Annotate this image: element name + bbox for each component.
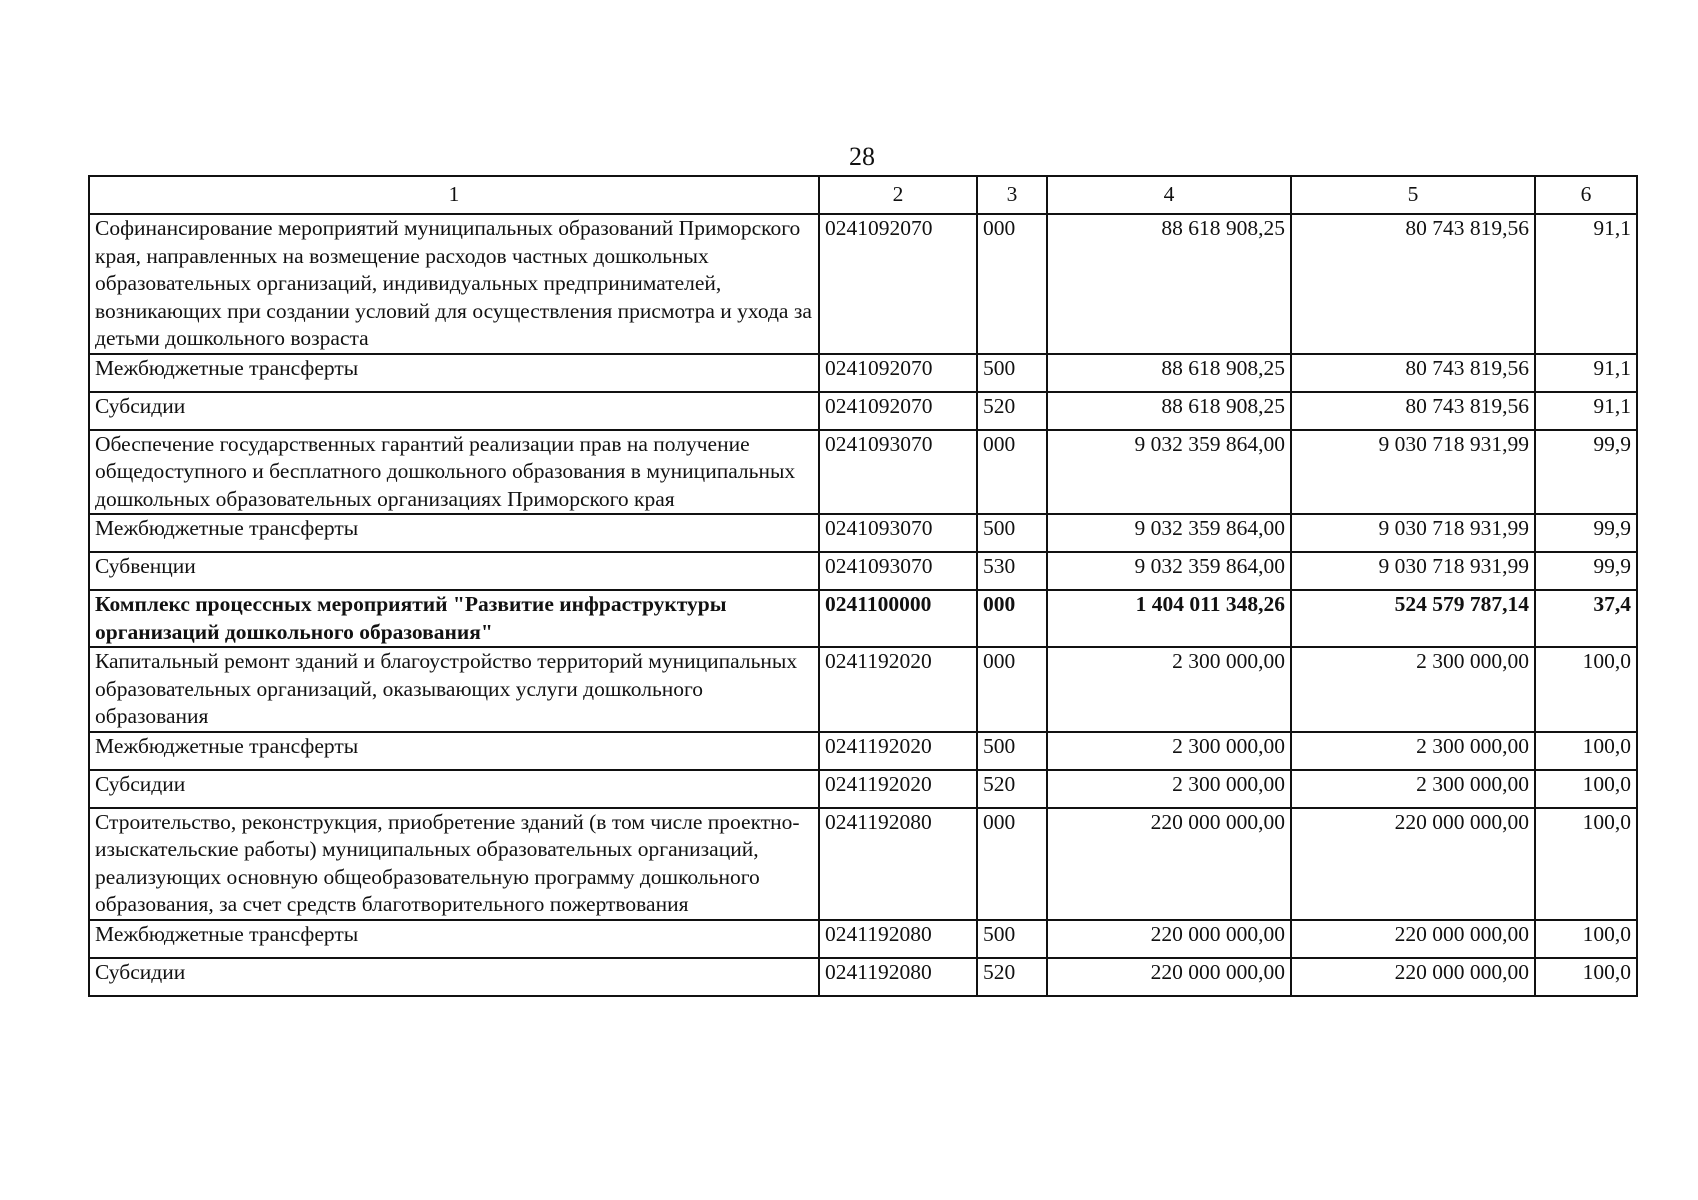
- table-row: [89, 647, 1637, 732]
- budget-execution-table: [88, 175, 1638, 997]
- table-row: [89, 392, 1637, 430]
- row-percent-cell: 37,4: [1535, 590, 1637, 647]
- table-row: [89, 552, 1637, 590]
- table-body: [89, 214, 1637, 996]
- table-row: [89, 808, 1637, 920]
- row-plan-amount-cell: 220 000 000,00: [1047, 958, 1291, 996]
- row-kind-cell: 520: [977, 392, 1047, 430]
- row-kind-cell: 000: [977, 808, 1047, 920]
- row-plan-amount-cell: 9 032 359 864,00: [1047, 514, 1291, 552]
- row-plan-amount-cell: 2 300 000,00: [1047, 732, 1291, 770]
- row-fact-amount-cell: 9 030 718 931,99: [1291, 552, 1535, 590]
- row-percent-cell: 100,0: [1535, 920, 1637, 958]
- row-plan-amount-cell: 1 404 011 348,26: [1047, 590, 1291, 647]
- row-code-cell: 0241192020: [819, 647, 977, 732]
- row-code-cell: 0241092070: [819, 392, 977, 430]
- row-code-cell: 0241093070: [819, 552, 977, 590]
- row-code-cell: 0241192020: [819, 732, 977, 770]
- row-name-cell: Межбюджетные трансферты: [89, 514, 819, 552]
- row-code-cell: 0241192080: [819, 958, 977, 996]
- row-plan-amount-cell: 9 032 359 864,00: [1047, 430, 1291, 515]
- table-row: [89, 770, 1637, 808]
- row-percent-cell: 99,9: [1535, 552, 1637, 590]
- row-fact-amount-cell: 2 300 000,00: [1291, 732, 1535, 770]
- row-kind-cell: 500: [977, 920, 1047, 958]
- row-name-cell: Строительство, реконструкция, приобретение зданий (в том числе проектно-изыскательские работы) муниципальных образовательных организаций, реализующих основную общеобразовательную программу дошкольного образования, за счет средств благотворительного пожертвования: [89, 808, 819, 920]
- row-percent-cell: 100,0: [1535, 770, 1637, 808]
- row-code-cell: 0241092070: [819, 214, 977, 354]
- row-kind-cell: 000: [977, 590, 1047, 647]
- row-fact-amount-cell: 220 000 000,00: [1291, 958, 1535, 996]
- table-header-row: [89, 176, 1637, 214]
- row-fact-amount-cell: 9 030 718 931,99: [1291, 430, 1535, 515]
- column-header: 5: [1291, 176, 1535, 214]
- row-kind-cell: 500: [977, 732, 1047, 770]
- row-kind-cell: 000: [977, 430, 1047, 515]
- column-header: 4: [1047, 176, 1291, 214]
- row-percent-cell: 91,1: [1535, 354, 1637, 392]
- row-name-cell: Межбюджетные трансферты: [89, 732, 819, 770]
- row-code-cell: 0241100000: [819, 590, 977, 647]
- row-name-cell: Межбюджетные трансферты: [89, 920, 819, 958]
- row-fact-amount-cell: 9 030 718 931,99: [1291, 514, 1535, 552]
- page-number: 28: [849, 142, 875, 171]
- row-kind-cell: 500: [977, 514, 1047, 552]
- row-fact-amount-cell: 524 579 787,14: [1291, 590, 1535, 647]
- row-code-cell: 0241192080: [819, 920, 977, 958]
- row-plan-amount-cell: 2 300 000,00: [1047, 770, 1291, 808]
- row-percent-cell: 100,0: [1535, 647, 1637, 732]
- row-code-cell: 0241192020: [819, 770, 977, 808]
- row-code-cell: 0241093070: [819, 430, 977, 515]
- row-name-cell: Комплекс процессных мероприятий "Развитие инфраструктуры организаций дошкольного образования": [89, 590, 819, 647]
- row-plan-amount-cell: 2 300 000,00: [1047, 647, 1291, 732]
- row-fact-amount-cell: 80 743 819,56: [1291, 354, 1535, 392]
- row-plan-amount-cell: 88 618 908,25: [1047, 392, 1291, 430]
- row-plan-amount-cell: 9 032 359 864,00: [1047, 552, 1291, 590]
- row-kind-cell: 530: [977, 552, 1047, 590]
- row-code-cell: 0241092070: [819, 354, 977, 392]
- row-fact-amount-cell: 80 743 819,56: [1291, 214, 1535, 354]
- row-name-cell: Субсидии: [89, 958, 819, 996]
- row-code-cell: 0241093070: [819, 514, 977, 552]
- row-percent-cell: 100,0: [1535, 958, 1637, 996]
- row-name-cell: Субсидии: [89, 770, 819, 808]
- row-name-cell: Субсидии: [89, 392, 819, 430]
- table-row: [89, 214, 1637, 354]
- row-kind-cell: 000: [977, 214, 1047, 354]
- table-row: [89, 732, 1637, 770]
- table-row: [89, 430, 1637, 515]
- row-percent-cell: 100,0: [1535, 732, 1637, 770]
- row-fact-amount-cell: 2 300 000,00: [1291, 770, 1535, 808]
- row-plan-amount-cell: 220 000 000,00: [1047, 920, 1291, 958]
- row-kind-cell: 520: [977, 958, 1047, 996]
- row-fact-amount-cell: 220 000 000,00: [1291, 808, 1535, 920]
- row-plan-amount-cell: 88 618 908,25: [1047, 214, 1291, 354]
- row-name-cell: Капитальный ремонт зданий и благоустройство территорий муниципальных образовательных организаций, оказывающих услуги дошкольного образования: [89, 647, 819, 732]
- row-kind-cell: 520: [977, 770, 1047, 808]
- table-row: [89, 354, 1637, 392]
- column-header: 2: [819, 176, 977, 214]
- row-percent-cell: 91,1: [1535, 392, 1637, 430]
- row-kind-cell: 000: [977, 647, 1047, 732]
- row-fact-amount-cell: 80 743 819,56: [1291, 392, 1535, 430]
- row-fact-amount-cell: 220 000 000,00: [1291, 920, 1535, 958]
- row-kind-cell: 500: [977, 354, 1047, 392]
- row-plan-amount-cell: 220 000 000,00: [1047, 808, 1291, 920]
- row-name-cell: Софинансирование мероприятий муниципальных образований Приморского края, направленных на возмещение расходов частных дошкольных образовательных организаций, индивидуальных предпринимателей, возникающих при создании условий для осуществления присмотра и ухода за детьми дошкольного возраста: [89, 214, 819, 354]
- row-percent-cell: 99,9: [1535, 514, 1637, 552]
- table-row: [89, 514, 1637, 552]
- column-header: 3: [977, 176, 1047, 214]
- row-percent-cell: 99,9: [1535, 430, 1637, 515]
- row-name-cell: Обеспечение государственных гарантий реализации прав на получение общедоступного и бесплатного дошкольного образования в муниципальных дошкольных образовательных организациях Приморского края: [89, 430, 819, 515]
- row-name-cell: Межбюджетные трансферты: [89, 354, 819, 392]
- column-header: 6: [1535, 176, 1637, 214]
- table-row: [89, 920, 1637, 958]
- table-row: [89, 590, 1637, 647]
- row-fact-amount-cell: 2 300 000,00: [1291, 647, 1535, 732]
- row-percent-cell: 100,0: [1535, 808, 1637, 920]
- row-percent-cell: 91,1: [1535, 214, 1637, 354]
- row-code-cell: 0241192080: [819, 808, 977, 920]
- row-plan-amount-cell: 88 618 908,25: [1047, 354, 1291, 392]
- column-header: 1: [89, 176, 819, 214]
- row-name-cell: Субвенции: [89, 552, 819, 590]
- table-row: [89, 958, 1637, 996]
